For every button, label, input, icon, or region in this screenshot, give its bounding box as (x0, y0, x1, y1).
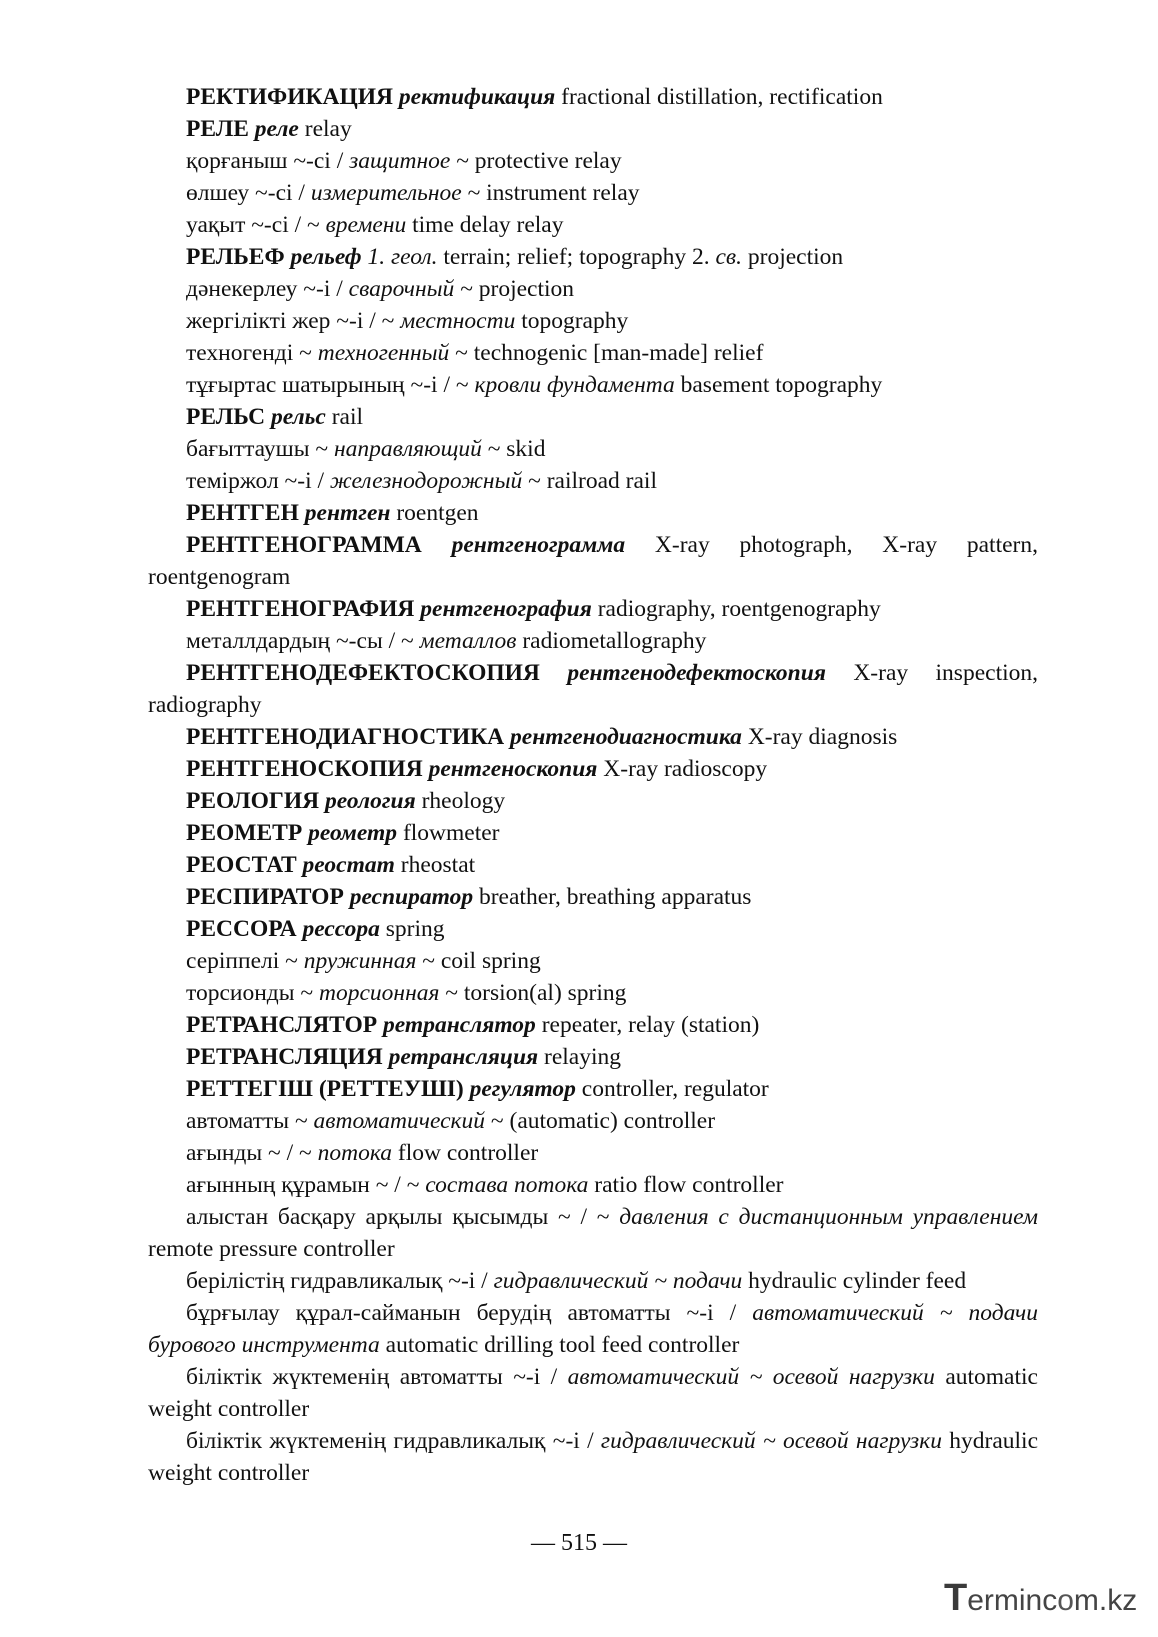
subentry-russian: гидравлический ~ подачи (493, 1268, 743, 1294)
subentry-russian: автоматический ~ осевой нагрузки (567, 1364, 935, 1390)
subentry-english: ratio flow controller (588, 1172, 784, 1198)
translation-english: X-ray photograph, X-ray pattern, roentgenogram (148, 532, 1038, 590)
headword-russian: рентгенодефектоскопия (567, 660, 826, 686)
subentry (148, 1105, 1038, 1137)
subentry-kazakh: металлдардың ~-сы / ~ (186, 628, 420, 654)
subentry-english: basement topography (674, 372, 883, 398)
headword-entry (148, 401, 1038, 433)
subentry-kazakh: серіппелі ~ (186, 948, 304, 974)
headword-entry (148, 721, 1038, 753)
headword-kazakh: РЕКТИФИКАЦИЯ (186, 84, 394, 110)
page-number: — 515 — (531, 1530, 627, 1556)
headword-kazakh: РЕОСТАТ (186, 852, 297, 878)
translation-english: controller, regulator (575, 1076, 769, 1102)
headword-russian: рессора (302, 916, 380, 942)
subentry-kazakh: торсионды ~ (186, 980, 320, 1006)
subentry (148, 337, 1038, 369)
headword-russian: рентгенография (420, 596, 592, 622)
subentry-english: ~ torsion(al) spring (439, 980, 627, 1006)
headword-russian: реостат (302, 852, 395, 878)
headword-entry (148, 1041, 1038, 1073)
headword-entry (148, 913, 1038, 945)
headword-entry (148, 849, 1038, 881)
sense-label: св. (715, 244, 743, 270)
subentry-english: ~ instrument relay (461, 180, 640, 206)
subentry-kazakh: дәнекерлеу ~-і / (186, 276, 349, 302)
headword-entry (148, 785, 1038, 817)
translation-english: X-ray inspection, radiography (148, 660, 1039, 718)
subentry-english: remote pressure controller (148, 1236, 395, 1262)
subentry-russian: направляющий (333, 436, 482, 462)
headword-russian: рентген (304, 500, 391, 526)
headword-entry (148, 1009, 1038, 1041)
subentry-english: ~ technogenic [man-made] relief (449, 340, 764, 366)
subentry-english: ~ projection (454, 276, 575, 302)
subentry-russian: пружинная (303, 948, 417, 974)
headword-entry (148, 497, 1038, 529)
headword-kazakh: РЕОЛОГИЯ (186, 788, 320, 814)
headword-kazakh: РЕССОРА (186, 916, 297, 942)
subentry-kazakh: біліктік жүктеменің гидравликалық ~-і / (186, 1428, 601, 1454)
headword-kazakh: РЕНТГЕН (186, 500, 299, 526)
subentry-english: ~ (automatic) controller (485, 1108, 716, 1134)
translation-english: radiography, roentgenography (591, 596, 881, 622)
subentry-english: flow controller (392, 1140, 539, 1166)
subentry-kazakh: ағынды ~ / ~ (186, 1140, 318, 1166)
subentry-russian: железнодорожный (329, 468, 523, 494)
subentry-russian: техногенный (317, 340, 450, 366)
headword-entry (148, 1073, 1038, 1105)
subentry-english: time delay relay (406, 212, 564, 238)
subentry-english: ~ coil spring (416, 948, 541, 974)
translation-english: breather, breathing apparatus (473, 884, 752, 910)
subentry-english: automatic drilling tool feed controller (379, 1332, 740, 1358)
subentry (148, 1169, 1038, 1201)
subentry-russian: сварочный (348, 276, 455, 302)
subentry-kazakh: бұрғылау құрал-сайманын берудің автоматты ~-і / (186, 1300, 753, 1326)
subentry-russian: местности (400, 308, 516, 334)
subentry-kazakh: бағыттаушы ~ (186, 436, 334, 462)
subentry-russian: давления с дистанционным управлением (619, 1204, 1038, 1230)
entry-list (148, 81, 1038, 1489)
headword-russian: регулятор (469, 1076, 576, 1102)
headword-kazakh: РЕНТГЕНОДИАГНОСТИКА (186, 724, 505, 750)
translation-english: X-ray radioscopy (597, 756, 768, 782)
headword-russian: респиратор (349, 884, 474, 910)
subentry-kazakh: автоматты ~ (186, 1108, 314, 1134)
headword-russian: рентгенодиагностика (510, 724, 742, 750)
translation-english: relay (298, 116, 352, 142)
subentry-english: topography (515, 308, 629, 334)
subentry-russian: гидравлический ~ осевой нагрузки (600, 1428, 942, 1454)
subentry-kazakh: өлшеу ~-сі / (186, 180, 311, 206)
subentry-english: hydraulic weight controller (148, 1428, 1039, 1486)
subentry-kazakh: уақыт ~-сі / ~ (186, 212, 326, 238)
translation-english: rheology (415, 788, 506, 814)
subentry-russian: времени (325, 212, 407, 238)
subentry (148, 625, 1038, 657)
subentry-english: ~ protective relay (450, 148, 622, 174)
headword-kazakh: РЕНТГЕНОДЕФЕКТОСКОПИЯ (186, 660, 540, 686)
headword-russian: ректификация (398, 84, 556, 110)
headword-entry (148, 593, 1038, 625)
translation-english: roentgen (390, 500, 479, 526)
subentry (148, 305, 1038, 337)
translation-english: relaying (538, 1044, 621, 1070)
subentry (148, 1361, 1038, 1425)
subentry (148, 1137, 1038, 1169)
subentry-kazakh: қорғаныш ~-сі / (186, 148, 350, 174)
headword-russian: рентгенограмма (451, 532, 626, 558)
subentry (148, 209, 1038, 241)
headword-entry (148, 817, 1038, 849)
translation-english: projection (742, 244, 844, 270)
headword-russian: реология (325, 788, 416, 814)
headword-entry (148, 657, 1038, 721)
translation-english: fractional distillation, rectification (555, 84, 883, 110)
headword-russian: ретранслятор (383, 1012, 536, 1038)
headword-russian: реле (254, 116, 299, 142)
subentry (148, 977, 1038, 1009)
headword-entry (148, 881, 1038, 913)
headword-kazakh: РЕЛЬС (186, 404, 266, 430)
headword-kazakh: РЕЛЕ (186, 116, 249, 142)
subentry-kazakh: техногенді ~ (186, 340, 318, 366)
subentry (148, 1297, 1038, 1361)
headword-kazakh: РЕТРАНСЛЯЦИЯ (186, 1044, 383, 1070)
subentry (148, 1201, 1038, 1265)
translation-english: rheostat (394, 852, 476, 878)
subentry (148, 1425, 1038, 1489)
translation-english: terrain; relief; topography 2. (437, 244, 716, 270)
headword-kazakh: РЕНТГЕНОСКОПИЯ (186, 756, 423, 782)
subentry-russian: состава потока (425, 1172, 589, 1198)
subentry-kazakh: тұғыртас шатырының ~-і / ~ (186, 372, 475, 398)
subentry (148, 1265, 1038, 1297)
headword-entry (148, 529, 1038, 593)
headword-entry (148, 113, 1038, 145)
subentry-russian: кровли фундамента (474, 372, 675, 398)
translation-english: spring (379, 916, 445, 942)
headword-kazakh: РЕНТГЕНОГРАФИЯ (186, 596, 415, 622)
subentry-english: hydraulic cylinder feed (742, 1268, 967, 1294)
headword-russian: рельс (271, 404, 326, 430)
subentry-kazakh: біліктік жүктеменің автоматты ~-і / (186, 1364, 568, 1390)
subentry-english: radiometallography (516, 628, 707, 654)
translation-english: repeater, relay (station) (535, 1012, 760, 1038)
headword-russian: рельеф (290, 244, 362, 270)
subentry-russian: металлов (419, 628, 517, 654)
subentry-english: automatic weight controller (148, 1364, 1038, 1422)
subentry-russian: автоматический ~ подачи бурового инструмента (148, 1300, 1038, 1358)
headword-entry (148, 753, 1038, 785)
subentry (148, 945, 1038, 977)
subentry-kazakh: теміржол ~-і / (186, 468, 330, 494)
headword-russian: реометр (308, 820, 398, 846)
subentry (148, 465, 1038, 497)
translation-english: X-ray diagnosis (741, 724, 898, 750)
subentry-english: ~ railroad rail (522, 468, 657, 494)
headword-entry (148, 241, 1038, 273)
headword-russian: рентгеноскопия (428, 756, 598, 782)
subentry (148, 145, 1038, 177)
subentry-russian: измерительное (310, 180, 462, 206)
subentry-kazakh: ағынның құрамын ~ / ~ (186, 1172, 426, 1198)
headword-kazakh: РЕЛЬЕФ (186, 244, 285, 270)
headword-kazakh: РЕНТГЕНОГРАММА (186, 532, 422, 558)
subentry (148, 273, 1038, 305)
subentry (148, 369, 1038, 401)
translation-english: flowmeter (397, 820, 500, 846)
subentry-english: ~ skid (481, 436, 546, 462)
headword-russian: ретрансляция (388, 1044, 539, 1070)
subentry-kazakh: жергілікті жер ~-і / ~ (186, 308, 401, 334)
subentry-russian: защитное (349, 148, 451, 174)
termincom-watermark-logo: Termincоm.kz (944, 1577, 1138, 1619)
headword-kazakh: РЕСПИРАТОР (186, 884, 344, 910)
subentry-kazakh: берілістің гидравликалық ~-і / (186, 1268, 494, 1294)
subentry-kazakh: алыстан басқару арқылы қысымды ~ / ~ (186, 1204, 620, 1230)
headword-kazakh: РЕТРАНСЛЯТОР (186, 1012, 378, 1038)
sense-label: 1. геол. (367, 244, 438, 270)
subentry (148, 177, 1038, 209)
subentry-russian: потока (317, 1140, 393, 1166)
headword-kazakh: РЕТТЕГІШ (РЕТТЕУШІ) (186, 1076, 464, 1102)
subentry (148, 433, 1038, 465)
translation-english: rail (325, 404, 364, 430)
subentry-russian: автоматический (313, 1108, 486, 1134)
subentry-russian: торсионная (319, 980, 440, 1006)
headword-kazakh: РЕОМЕТР (186, 820, 303, 846)
headword-entry (148, 81, 1038, 113)
